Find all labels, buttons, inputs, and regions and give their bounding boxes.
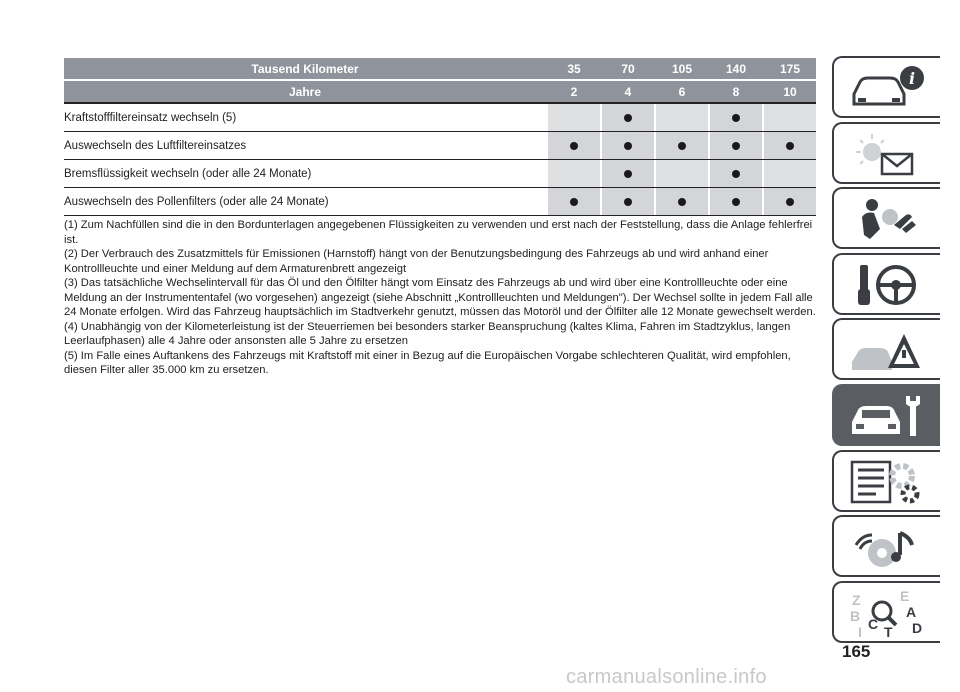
footnote-3: (3) Das tatsächliche Wechselintervall für das Öl und den Ölfilter hängt vom Einsatz des Fahrzeugs ab und wird über eine Kontrollleuchte oder eine Meldung an der Instrumententafel (wo vorgesehen) angezeigt (siehe Abschnitt „Kontrollleuchten und Meldungen"). Der Wechsel sollte in jedem Fall alle 24 Monate erfolgen. Wird das Fahrzeug hauptsächlich im Stadtverkehr genutzt, müssen das Motoröl und der Ölfilter alle 12 Monate gewechselt werden. bbox=[64, 277, 816, 318]
interval-cell bbox=[764, 188, 816, 215]
page-number: 165 bbox=[842, 642, 871, 661]
service-dot-icon bbox=[570, 142, 578, 150]
km-col-1: 35 bbox=[567, 61, 581, 76]
interval-cell bbox=[764, 132, 816, 159]
interval-cell bbox=[548, 104, 600, 131]
index-letter: C bbox=[868, 615, 879, 632]
km-col-5: 175 bbox=[779, 61, 801, 76]
key-steering-wheel-icon bbox=[846, 261, 930, 309]
maintenance-table bbox=[64, 58, 816, 216]
service-dot-icon bbox=[624, 142, 632, 150]
service-dot-icon bbox=[786, 198, 794, 206]
service-dot-icon bbox=[732, 142, 740, 150]
interval-cell bbox=[656, 188, 708, 215]
interval-cell bbox=[656, 104, 708, 131]
car-info-icon bbox=[846, 64, 930, 112]
emergency-triangle-icon bbox=[846, 326, 930, 374]
row-label: Auswechseln des Luftfiltereinsatzes bbox=[64, 139, 247, 152]
table-row bbox=[64, 188, 816, 216]
interval-cell bbox=[548, 132, 600, 159]
interval-cell bbox=[656, 160, 708, 187]
multimedia-icon bbox=[846, 523, 930, 571]
km-col-3: 105 bbox=[671, 61, 693, 76]
tab-maintenance[interactable] bbox=[832, 384, 940, 446]
footnote-4: (4) Unabhängig von der Kilometerleistung ist der Steuerriemen bei besonders starker Beanspruchung (kaltes Klima, Fahren im Stadtzyklus, langen Leerlaufphasen) alle 4 Jahre oder ansonsten alle 5 Jahre zu ersetzen bbox=[64, 320, 791, 347]
km-col-4: 140 bbox=[725, 61, 747, 76]
interval-cell bbox=[602, 132, 654, 159]
car-service-wrench-icon bbox=[846, 392, 930, 440]
header-row-km bbox=[64, 58, 816, 79]
index-letters-icon bbox=[846, 589, 930, 637]
row-label: Bremsflüssigkeit wechseln (oder alle 24 Monate) bbox=[64, 167, 312, 180]
service-dot-icon bbox=[678, 198, 686, 206]
interval-cell bbox=[602, 160, 654, 187]
row-label: Kraftstofffiltereinsatz wechseln (5) bbox=[64, 111, 237, 124]
service-dot-icon bbox=[732, 198, 740, 206]
footnotes bbox=[64, 218, 816, 378]
service-dot-icon bbox=[624, 114, 632, 122]
interval-cell bbox=[548, 160, 600, 187]
table-body bbox=[64, 102, 816, 216]
index-letter: T bbox=[884, 623, 893, 637]
watermark: carmanualsonline.info bbox=[566, 666, 767, 688]
interval-cell bbox=[710, 132, 762, 159]
year-col-3: 6 bbox=[678, 84, 686, 99]
header-years-label: Jahre bbox=[288, 84, 322, 99]
tab-safety[interactable] bbox=[832, 187, 940, 249]
index-letter: A bbox=[906, 603, 917, 620]
svg-text:i: i bbox=[908, 69, 916, 88]
year-col-1: 2 bbox=[570, 84, 578, 99]
year-col-2: 4 bbox=[624, 84, 632, 99]
km-col-2: 70 bbox=[621, 61, 635, 76]
tab-emergency[interactable] bbox=[832, 318, 940, 380]
interval-cell bbox=[656, 132, 708, 159]
interval-cell bbox=[548, 188, 600, 215]
table-row bbox=[64, 132, 816, 160]
interval-cell bbox=[764, 104, 816, 131]
index-letter: I bbox=[858, 623, 862, 637]
tab-technical-data[interactable] bbox=[832, 450, 940, 512]
service-dot-icon bbox=[624, 170, 632, 178]
footnote-5: (5) Im Falle eines Auftankens des Fahrzeugs mit Kraftstoff mit einer in Bezug auf die Europäischen Vorgabe schlechteren Qualität, wird empfohlen, diesen Filter aller 35.000 km zu ersetzen. bbox=[64, 349, 791, 376]
service-dot-icon bbox=[678, 142, 686, 150]
index-letter: Z bbox=[852, 591, 861, 608]
index-letter: D bbox=[912, 619, 923, 636]
table-row bbox=[64, 104, 816, 132]
service-dot-icon bbox=[732, 170, 740, 178]
interval-cell bbox=[710, 104, 762, 131]
warning-lights-message-icon bbox=[846, 130, 930, 178]
tab-index[interactable] bbox=[832, 581, 940, 643]
header-km-label: Tausend Kilometer bbox=[251, 61, 359, 76]
service-dot-icon bbox=[732, 114, 740, 122]
interval-cell bbox=[710, 160, 762, 187]
service-dot-icon bbox=[570, 198, 578, 206]
year-col-5: 10 bbox=[783, 84, 797, 99]
chapter-sidebar bbox=[832, 56, 940, 646]
tab-car-info[interactable] bbox=[832, 56, 940, 118]
service-dot-icon bbox=[624, 198, 632, 206]
interval-cell bbox=[710, 188, 762, 215]
technical-data-icon bbox=[846, 458, 930, 506]
year-col-4: 8 bbox=[732, 84, 740, 99]
footnote-2: (2) Der Verbrauch des Zusatzmittels für Emissionen (Harnstoff) hängt von der Benutzungsbedingung des Fahrzeugs ab und wird anhand einer Kontrollleuchte und einer Meldung auf dem Armaturenbrett angezeigt bbox=[64, 248, 769, 275]
index-letter: E bbox=[900, 588, 910, 604]
index-letter: B bbox=[850, 607, 861, 624]
header-row-years bbox=[64, 81, 816, 102]
tab-multimedia[interactable] bbox=[832, 515, 940, 577]
tab-warning-lights[interactable] bbox=[832, 122, 940, 184]
airbag-safety-icon bbox=[846, 195, 930, 243]
tab-starting-driving[interactable] bbox=[832, 253, 940, 315]
service-dot-icon bbox=[786, 142, 794, 150]
table-row bbox=[64, 160, 816, 188]
footnote-1: (1) Zum Nachfüllen sind die in den Bordunterlagen angegebenen Flüssigkeiten zu verwenden und erst nach der Feststellung, dass die Anlage fehlerfrei ist. bbox=[64, 219, 813, 246]
interval-cell bbox=[602, 104, 654, 131]
interval-cell bbox=[602, 188, 654, 215]
row-label: Auswechseln des Pollenfilters (oder alle 24 Monate) bbox=[64, 195, 329, 208]
interval-cell bbox=[764, 160, 816, 187]
